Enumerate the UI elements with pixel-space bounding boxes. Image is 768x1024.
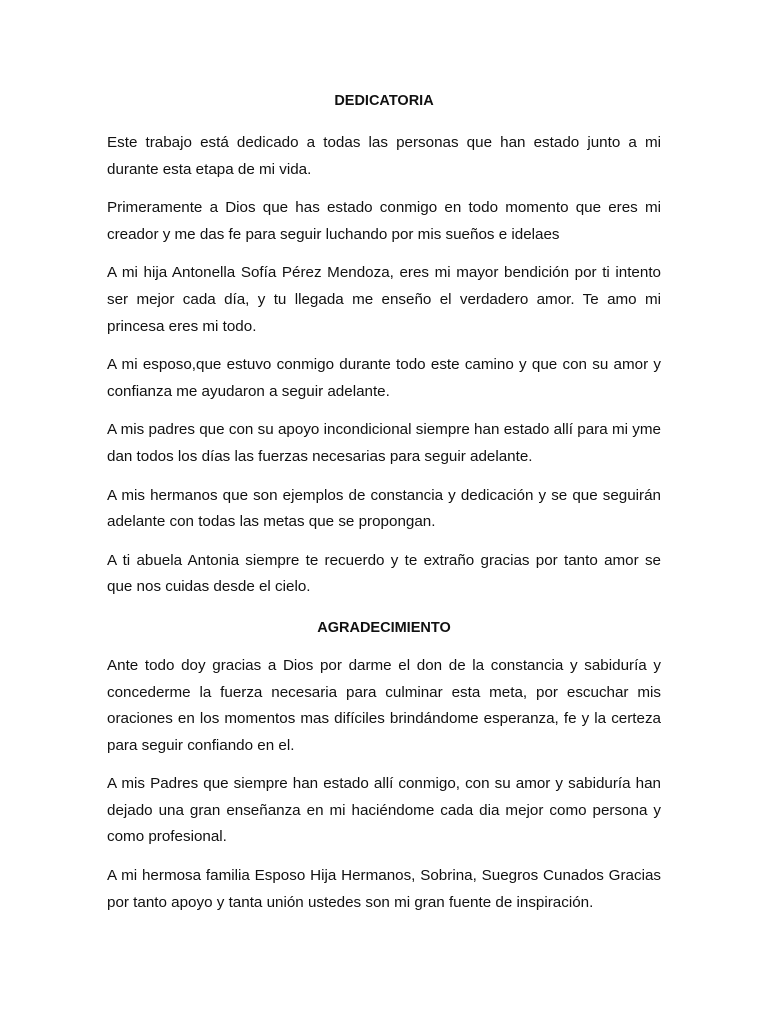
dedicatoria-paragraph: A mis padres que con su apoyo incondicional siempre han estado allí para mi yme dan todos los días las fuerzas necesarias para seguir adelante. [107, 421, 661, 465]
dedicatoria-paragraph: A ti abuela Antonia siempre te recuerdo y te extraño gracias por tanto amor se que nos cuidas desde el cielo. [107, 551, 661, 596]
dedicatoria-paragraph: Este trabajo está dedicado a todas las personas que han estado junto a mi durante esta etapa de mi vida. [107, 134, 661, 178]
agradecimiento-paragraph: A mis Padres que siempre han estado allí conmigo, con su amor y sabiduría han dejado una gran enseñanza en mi haciéndome cada dia mejor como persona y como profesional. [107, 775, 661, 846]
agradecimiento-heading: AGRADECIMIENTO [317, 619, 451, 636]
dedicatoria-paragraph: A mis hermanos que son ejemplos de constancia y dedicación y se que seguirán adelante con todas las metas que se propongan. [107, 486, 661, 531]
agradecimiento-paragraph: A mi hermosa familia Esposo Hija Hermanos, Sobrina, Suegros Cunados Gracias por tanto apoyo y tanta unión ustedes son mi gran fuente de inspiración. [107, 867, 661, 911]
agradecimiento-paragraph: Ante todo doy gracias a Dios por darme el don de la constancia y sabiduría y concederme la fuerza necesaria para culminar esta meta, por escuchar mis oraciones en los momentos mas difíciles brindándome esperanza, fe y la certeza para seguir confiando en el. [107, 656, 661, 754]
dedicatoria-paragraph: Primeramente a Dios que has estado conmigo en todo momento que eres mi creador y me das fe para seguir luchando por mis sueños e idelaes [107, 199, 661, 243]
document-body [107, 90, 661, 928]
dedicatoria-heading: DEDICATORIA [334, 93, 434, 109]
dedicatoria-paragraph: A mi esposo,que estuvo conmigo durante todo este camino y que con su amor y confianza me ayudaron a seguir adelante. [107, 356, 661, 400]
dedicatoria-paragraph: A mi hija Antonella Sofía Pérez Mendoza, eres mi mayor bendición por ti intento ser mejor cada día, y tu llegada me enseño el verdadero amor. Te amo mi princesa eres mi todo. [107, 264, 661, 335]
